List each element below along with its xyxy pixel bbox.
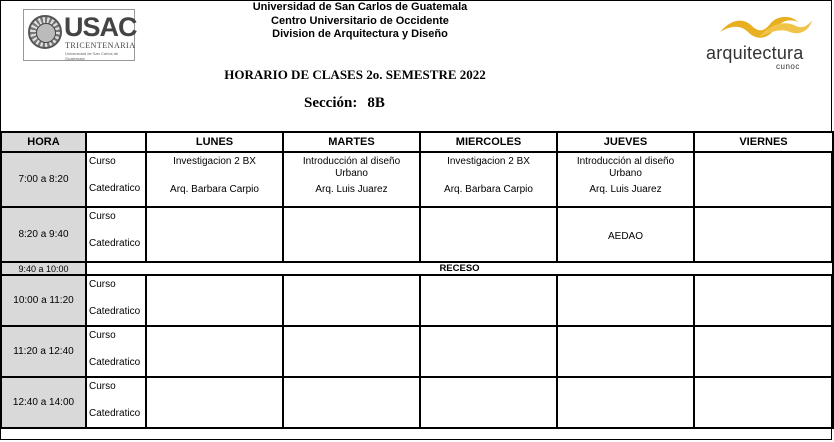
class-cell — [694, 377, 833, 428]
recess-time: 9:40 a 10:00 — [1, 262, 86, 275]
section-line — [304, 95, 385, 112]
section-label: Sección: — [304, 95, 358, 111]
section-value: 8B — [367, 95, 385, 111]
header-hora: HORA — [1, 132, 86, 152]
teacher-name: Arq. Luis Juarez — [315, 184, 388, 195]
curso-label: Curso — [89, 381, 116, 392]
time-slot: 7:00 a 8:20 — [1, 152, 86, 207]
class-cell — [557, 377, 694, 428]
schedule-title: HORARIO DE CLASES 2o. SEMESTRE 2022 — [224, 67, 486, 82]
table-header-row — [1, 132, 833, 152]
usac-logo — [23, 9, 135, 61]
time-slot: 12:40 a 14:00 — [1, 377, 86, 428]
center-name: Centro Universitario de Occidente — [271, 14, 449, 27]
catedratico-label: Catedratico — [89, 238, 141, 249]
cell-text: AEDAO — [607, 231, 643, 242]
header-viernes: VIERNES — [694, 132, 833, 152]
class-cell — [557, 275, 694, 326]
class-cell — [283, 326, 420, 377]
usac-seal-icon — [28, 15, 62, 49]
class-cell — [557, 152, 694, 207]
class-cell — [420, 207, 557, 262]
table-row — [1, 377, 833, 428]
catedratico-label: Catedratico — [89, 306, 141, 317]
header-labels — [86, 132, 146, 152]
teacher-name: Arq. Barbara Carpio — [170, 184, 259, 195]
usac-logo-small: Universidad de San Carlos de Guatemala — [65, 51, 119, 61]
class-cell — [283, 377, 420, 428]
class-cell — [694, 207, 833, 262]
class-cell — [557, 207, 694, 262]
time-slot: 10:00 a 11:20 — [1, 275, 86, 326]
class-cell — [283, 152, 420, 207]
class-cell — [420, 377, 557, 428]
arquitectura-logo-icon — [718, 12, 814, 42]
table-row — [1, 326, 833, 377]
header-jueves: JUEVES — [557, 132, 694, 152]
division-name: Division de Arquitectura y Diseño — [272, 28, 448, 40]
row-labels — [86, 207, 146, 262]
class-cell — [694, 275, 833, 326]
course-name: Investigacion 2 BX — [173, 156, 256, 167]
class-cell — [420, 152, 557, 207]
usac-logo-subtitle: TRICENTENARIA — [65, 41, 136, 50]
course-name: Investigacion 2 BX — [447, 156, 530, 167]
class-cell — [146, 207, 283, 262]
arquitectura-logo-word: arquitectura — [706, 43, 804, 63]
class-cell — [146, 275, 283, 326]
catedratico-label: Catedratico — [89, 357, 141, 368]
class-cell — [146, 152, 283, 207]
catedratico-label: Catedratico — [89, 408, 141, 419]
class-cell — [146, 326, 283, 377]
row-labels — [86, 326, 146, 377]
row-labels — [86, 377, 146, 428]
class-cell — [694, 326, 833, 377]
time-slot: 8:20 a 9:40 — [1, 207, 86, 262]
table-row — [1, 207, 833, 262]
recess-row — [1, 262, 833, 275]
usac-logo-word: USAC — [64, 12, 137, 42]
class-cell — [420, 326, 557, 377]
course-name: Introducción al diseño Urbano — [576, 156, 675, 179]
arquitectura-logo-sub: cunoc — [776, 62, 800, 71]
teacher-name: Arq. Barbara Carpio — [444, 184, 533, 195]
teacher-name: Arq. Luis Juarez — [589, 184, 662, 195]
curso-label: Curso — [89, 156, 116, 167]
curso-label: Curso — [89, 279, 116, 290]
row-labels — [86, 275, 146, 326]
class-cell — [694, 152, 833, 207]
table-row — [1, 152, 833, 207]
class-cell — [283, 275, 420, 326]
course-name: Introducción al diseño Urbano — [302, 156, 401, 179]
university-name: Universidad de San Carlos de Guatemala — [252, 1, 468, 13]
class-cell — [283, 207, 420, 262]
schedule-table — [0, 131, 834, 429]
catedratico-label: Catedratico — [89, 183, 141, 194]
institution-header — [200, 1, 520, 42]
time-slot: 11:20 a 12:40 — [1, 326, 86, 377]
row-labels — [86, 152, 146, 207]
curso-label: Curso — [89, 211, 116, 222]
class-cell — [420, 275, 557, 326]
class-cell — [557, 326, 694, 377]
header-martes: MARTES — [283, 132, 420, 152]
table-row — [1, 275, 833, 326]
header-miercoles: MIERCOLES — [420, 132, 557, 152]
class-cell — [146, 377, 283, 428]
recess-label: RECESO — [86, 262, 833, 275]
curso-label: Curso — [89, 330, 116, 341]
header-lunes: LUNES — [146, 132, 283, 152]
